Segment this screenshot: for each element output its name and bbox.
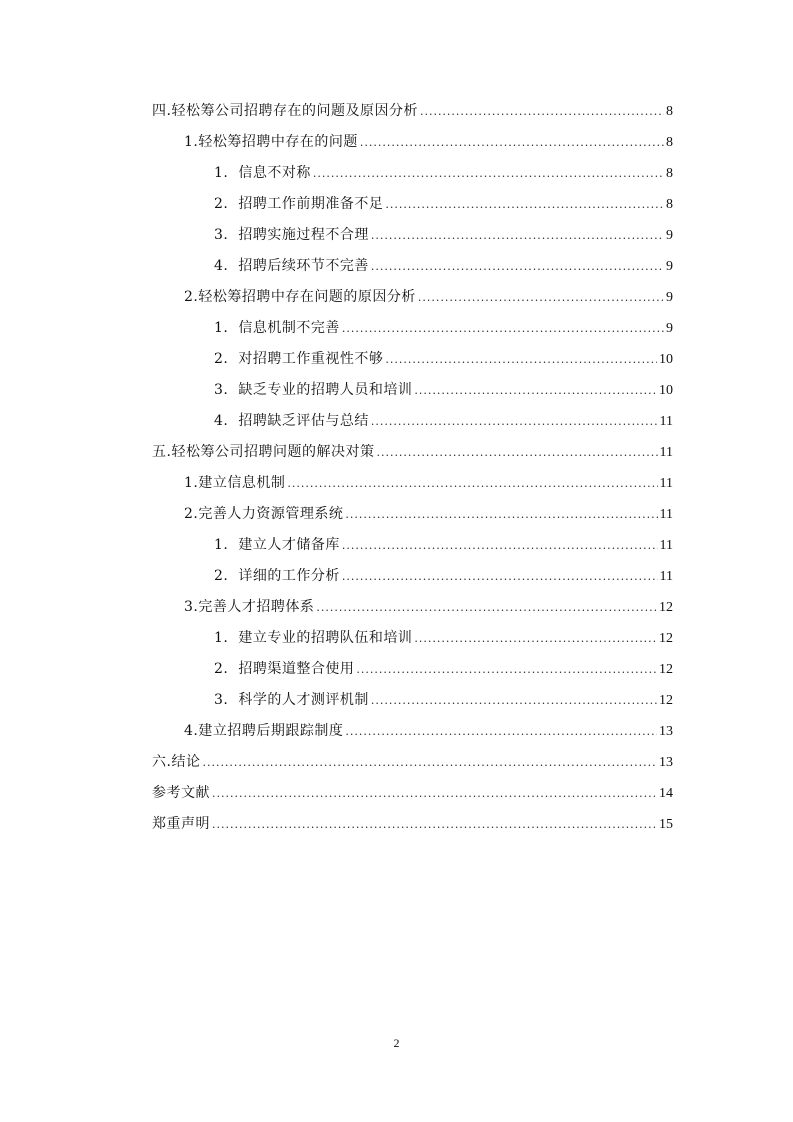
toc-entry-title xyxy=(184,716,343,747)
toc-entry[interactable] xyxy=(152,437,673,468)
toc-entry[interactable] xyxy=(152,96,673,127)
toc-entry-title xyxy=(184,468,285,499)
toc-entry[interactable] xyxy=(152,189,673,220)
toc-page-number: 11 xyxy=(659,569,673,584)
toc-dot-leader xyxy=(360,127,664,158)
toc-page-number: 10 xyxy=(659,352,673,367)
toc-dot-leader xyxy=(371,220,664,251)
toc-dot-leader xyxy=(342,313,664,344)
toc-page-number: 12 xyxy=(659,693,673,708)
toc-entry-text: 对招聘工作重视性不够 xyxy=(238,351,384,367)
toc-entry-number: 4. xyxy=(184,723,199,739)
toc-dot-leader xyxy=(212,809,657,840)
toc-entry-number: 2. xyxy=(214,351,229,367)
toc-entry-text: 完善人力资源管理系统 xyxy=(198,506,344,522)
toc-dot-leader xyxy=(342,561,658,592)
toc-dot-leader xyxy=(287,468,657,499)
toc-entry-text: 招聘后续环节不完善 xyxy=(238,258,369,274)
toc-entry-title xyxy=(214,158,311,189)
toc-dot-leader xyxy=(316,592,657,623)
toc-entry-number: 2. xyxy=(184,289,199,305)
toc-entry-title xyxy=(152,747,200,778)
toc-entry-title xyxy=(152,809,210,840)
toc-entry-title xyxy=(214,623,412,654)
toc-page-number: 8 xyxy=(666,104,673,119)
toc-dot-leader xyxy=(345,499,657,530)
toc-page-number: 13 xyxy=(659,755,673,770)
toc-dot-leader xyxy=(371,251,664,282)
toc-page-number: 12 xyxy=(659,662,673,677)
toc-entry-number: 1. xyxy=(184,475,199,491)
toc-entry[interactable] xyxy=(152,685,673,716)
toc-entry[interactable] xyxy=(152,530,673,561)
toc-entry-text: 招聘实施过程不合理 xyxy=(238,227,369,243)
toc-entry-text: 缺乏专业的招聘人员和培训 xyxy=(238,382,413,398)
toc-entry[interactable] xyxy=(152,499,673,530)
toc-entry[interactable] xyxy=(152,809,673,840)
toc-entry-title xyxy=(214,406,369,437)
toc-dot-leader xyxy=(202,747,657,778)
toc-dot-leader xyxy=(371,685,657,716)
toc-entry-text: 建立专业的招聘队伍和培训 xyxy=(238,630,413,646)
toc-dot-leader xyxy=(418,282,664,313)
toc-entry[interactable] xyxy=(152,623,673,654)
toc-dot-leader xyxy=(414,375,657,406)
toc-entry-number: 1. xyxy=(214,320,229,336)
toc-entry-title xyxy=(214,561,340,592)
toc-dot-leader xyxy=(356,654,657,685)
toc-dot-leader xyxy=(414,623,657,654)
toc-entry-title xyxy=(214,189,383,220)
toc-dot-leader xyxy=(376,437,657,468)
toc-entry-title xyxy=(152,96,418,127)
toc-entry-number: 4. xyxy=(214,413,229,429)
toc-entry-title xyxy=(152,778,210,809)
toc-page-number: 11 xyxy=(659,476,673,491)
toc-entry-text: 郑重声明 xyxy=(152,816,210,832)
toc-entry-number: 四. xyxy=(152,103,172,119)
toc-entry[interactable] xyxy=(152,716,673,747)
toc-entry[interactable] xyxy=(152,158,673,189)
toc-page-number: 13 xyxy=(659,724,673,739)
toc-page-number: 12 xyxy=(659,600,673,615)
toc-entry-number: 3. xyxy=(184,599,199,615)
toc-entry-title xyxy=(214,344,383,375)
toc-page-number: 11 xyxy=(659,445,673,460)
toc-entry[interactable] xyxy=(152,592,673,623)
toc-page-number: 9 xyxy=(666,259,673,274)
toc-entry[interactable] xyxy=(152,127,673,158)
toc-entry-text: 招聘工作前期准备不足 xyxy=(238,196,384,212)
toc-entry-number: 1. xyxy=(214,165,229,181)
toc-entry-number: 2. xyxy=(214,196,229,212)
toc-entry-number: 六. xyxy=(152,754,172,770)
toc-entry[interactable] xyxy=(152,561,673,592)
toc-page-number: 10 xyxy=(659,383,673,398)
table-of-contents xyxy=(152,96,673,840)
toc-dot-leader xyxy=(212,778,657,809)
toc-page-number: 8 xyxy=(666,197,673,212)
toc-entry-title xyxy=(214,530,340,561)
toc-entry-text: 轻松筹公司招聘存在的问题及原因分析 xyxy=(171,103,418,119)
toc-dot-leader xyxy=(313,158,664,189)
toc-entry[interactable] xyxy=(152,344,673,375)
toc-entry-number: 五. xyxy=(152,444,172,460)
toc-entry-text: 详细的工作分析 xyxy=(238,568,340,584)
toc-entry[interactable] xyxy=(152,778,673,809)
toc-entry[interactable] xyxy=(152,747,673,778)
toc-page-number: 8 xyxy=(666,166,673,181)
toc-entry[interactable] xyxy=(152,654,673,685)
toc-entry-text: 完善人才招聘体系 xyxy=(198,599,315,615)
toc-entry[interactable] xyxy=(152,468,673,499)
toc-entry-title xyxy=(214,375,412,406)
toc-entry-title xyxy=(214,220,369,251)
toc-entry-title xyxy=(184,499,343,530)
toc-page-number: 11 xyxy=(659,507,673,522)
toc-entry[interactable] xyxy=(152,220,673,251)
toc-entry[interactable] xyxy=(152,406,673,437)
toc-entry-text: 招聘缺乏评估与总结 xyxy=(238,413,369,429)
toc-entry-text: 科学的人才测评机制 xyxy=(238,692,369,708)
toc-dot-leader xyxy=(385,344,657,375)
toc-entry-number: 3. xyxy=(214,382,229,398)
toc-entry-title xyxy=(184,592,314,623)
toc-entry-number: 4. xyxy=(214,258,229,274)
toc-entry-title xyxy=(214,313,340,344)
toc-entry-text: 参考文献 xyxy=(152,785,210,801)
toc-entry-title xyxy=(152,437,374,468)
toc-entry-number: 1. xyxy=(214,537,229,553)
toc-dot-leader xyxy=(371,406,658,437)
toc-dot-leader xyxy=(342,530,658,561)
toc-entry-title xyxy=(214,251,369,282)
toc-entry[interactable] xyxy=(152,375,673,406)
toc-entry-number: 2. xyxy=(214,661,229,677)
toc-entry-text: 建立人才储备库 xyxy=(238,537,340,553)
toc-entry-title xyxy=(214,685,369,716)
toc-entry-text: 招聘渠道整合使用 xyxy=(238,661,355,677)
toc-dot-leader xyxy=(385,189,664,220)
toc-page-number: 9 xyxy=(666,321,673,336)
toc-entry[interactable] xyxy=(152,251,673,282)
toc-page-number: 9 xyxy=(666,290,673,305)
toc-entry-number: 1. xyxy=(214,630,229,646)
toc-entry-text: 信息机制不完善 xyxy=(238,320,340,336)
toc-entry-title xyxy=(184,282,416,313)
toc-entry-text: 建立招聘后期跟踪制度 xyxy=(198,723,344,739)
toc-entry[interactable] xyxy=(152,313,673,344)
toc-entry-title xyxy=(214,654,354,685)
toc-page-number: 12 xyxy=(659,631,673,646)
toc-entry-text: 轻松筹招聘中存在的问题 xyxy=(198,134,358,150)
toc-page-number: 14 xyxy=(659,786,673,801)
toc-entry-text: 建立信息机制 xyxy=(198,475,286,491)
toc-page-number: 11 xyxy=(659,414,673,429)
toc-page-number: 9 xyxy=(666,228,673,243)
toc-entry-text: 信息不对称 xyxy=(238,165,311,181)
toc-entry-number: 2. xyxy=(184,506,199,522)
page-number: 2 xyxy=(393,1036,400,1050)
toc-entry-number: 3. xyxy=(214,227,229,243)
toc-entry-text: 轻松筹招聘中存在问题的原因分析 xyxy=(198,289,416,305)
toc-entry-number: 2. xyxy=(214,568,229,584)
toc-entry-text: 轻松筹公司招聘问题的解决对策 xyxy=(171,444,375,460)
toc-entry-number: 3. xyxy=(214,692,229,708)
toc-entry-text: 结论 xyxy=(171,754,201,770)
toc-page-number: 11 xyxy=(659,538,673,553)
toc-dot-leader xyxy=(345,716,657,747)
toc-entry-number: 1. xyxy=(184,134,199,150)
toc-entry-title xyxy=(184,127,358,158)
toc-entry[interactable] xyxy=(152,282,673,313)
toc-page-number: 15 xyxy=(659,817,673,832)
toc-page-number: 8 xyxy=(666,135,673,150)
toc-dot-leader xyxy=(420,96,664,127)
